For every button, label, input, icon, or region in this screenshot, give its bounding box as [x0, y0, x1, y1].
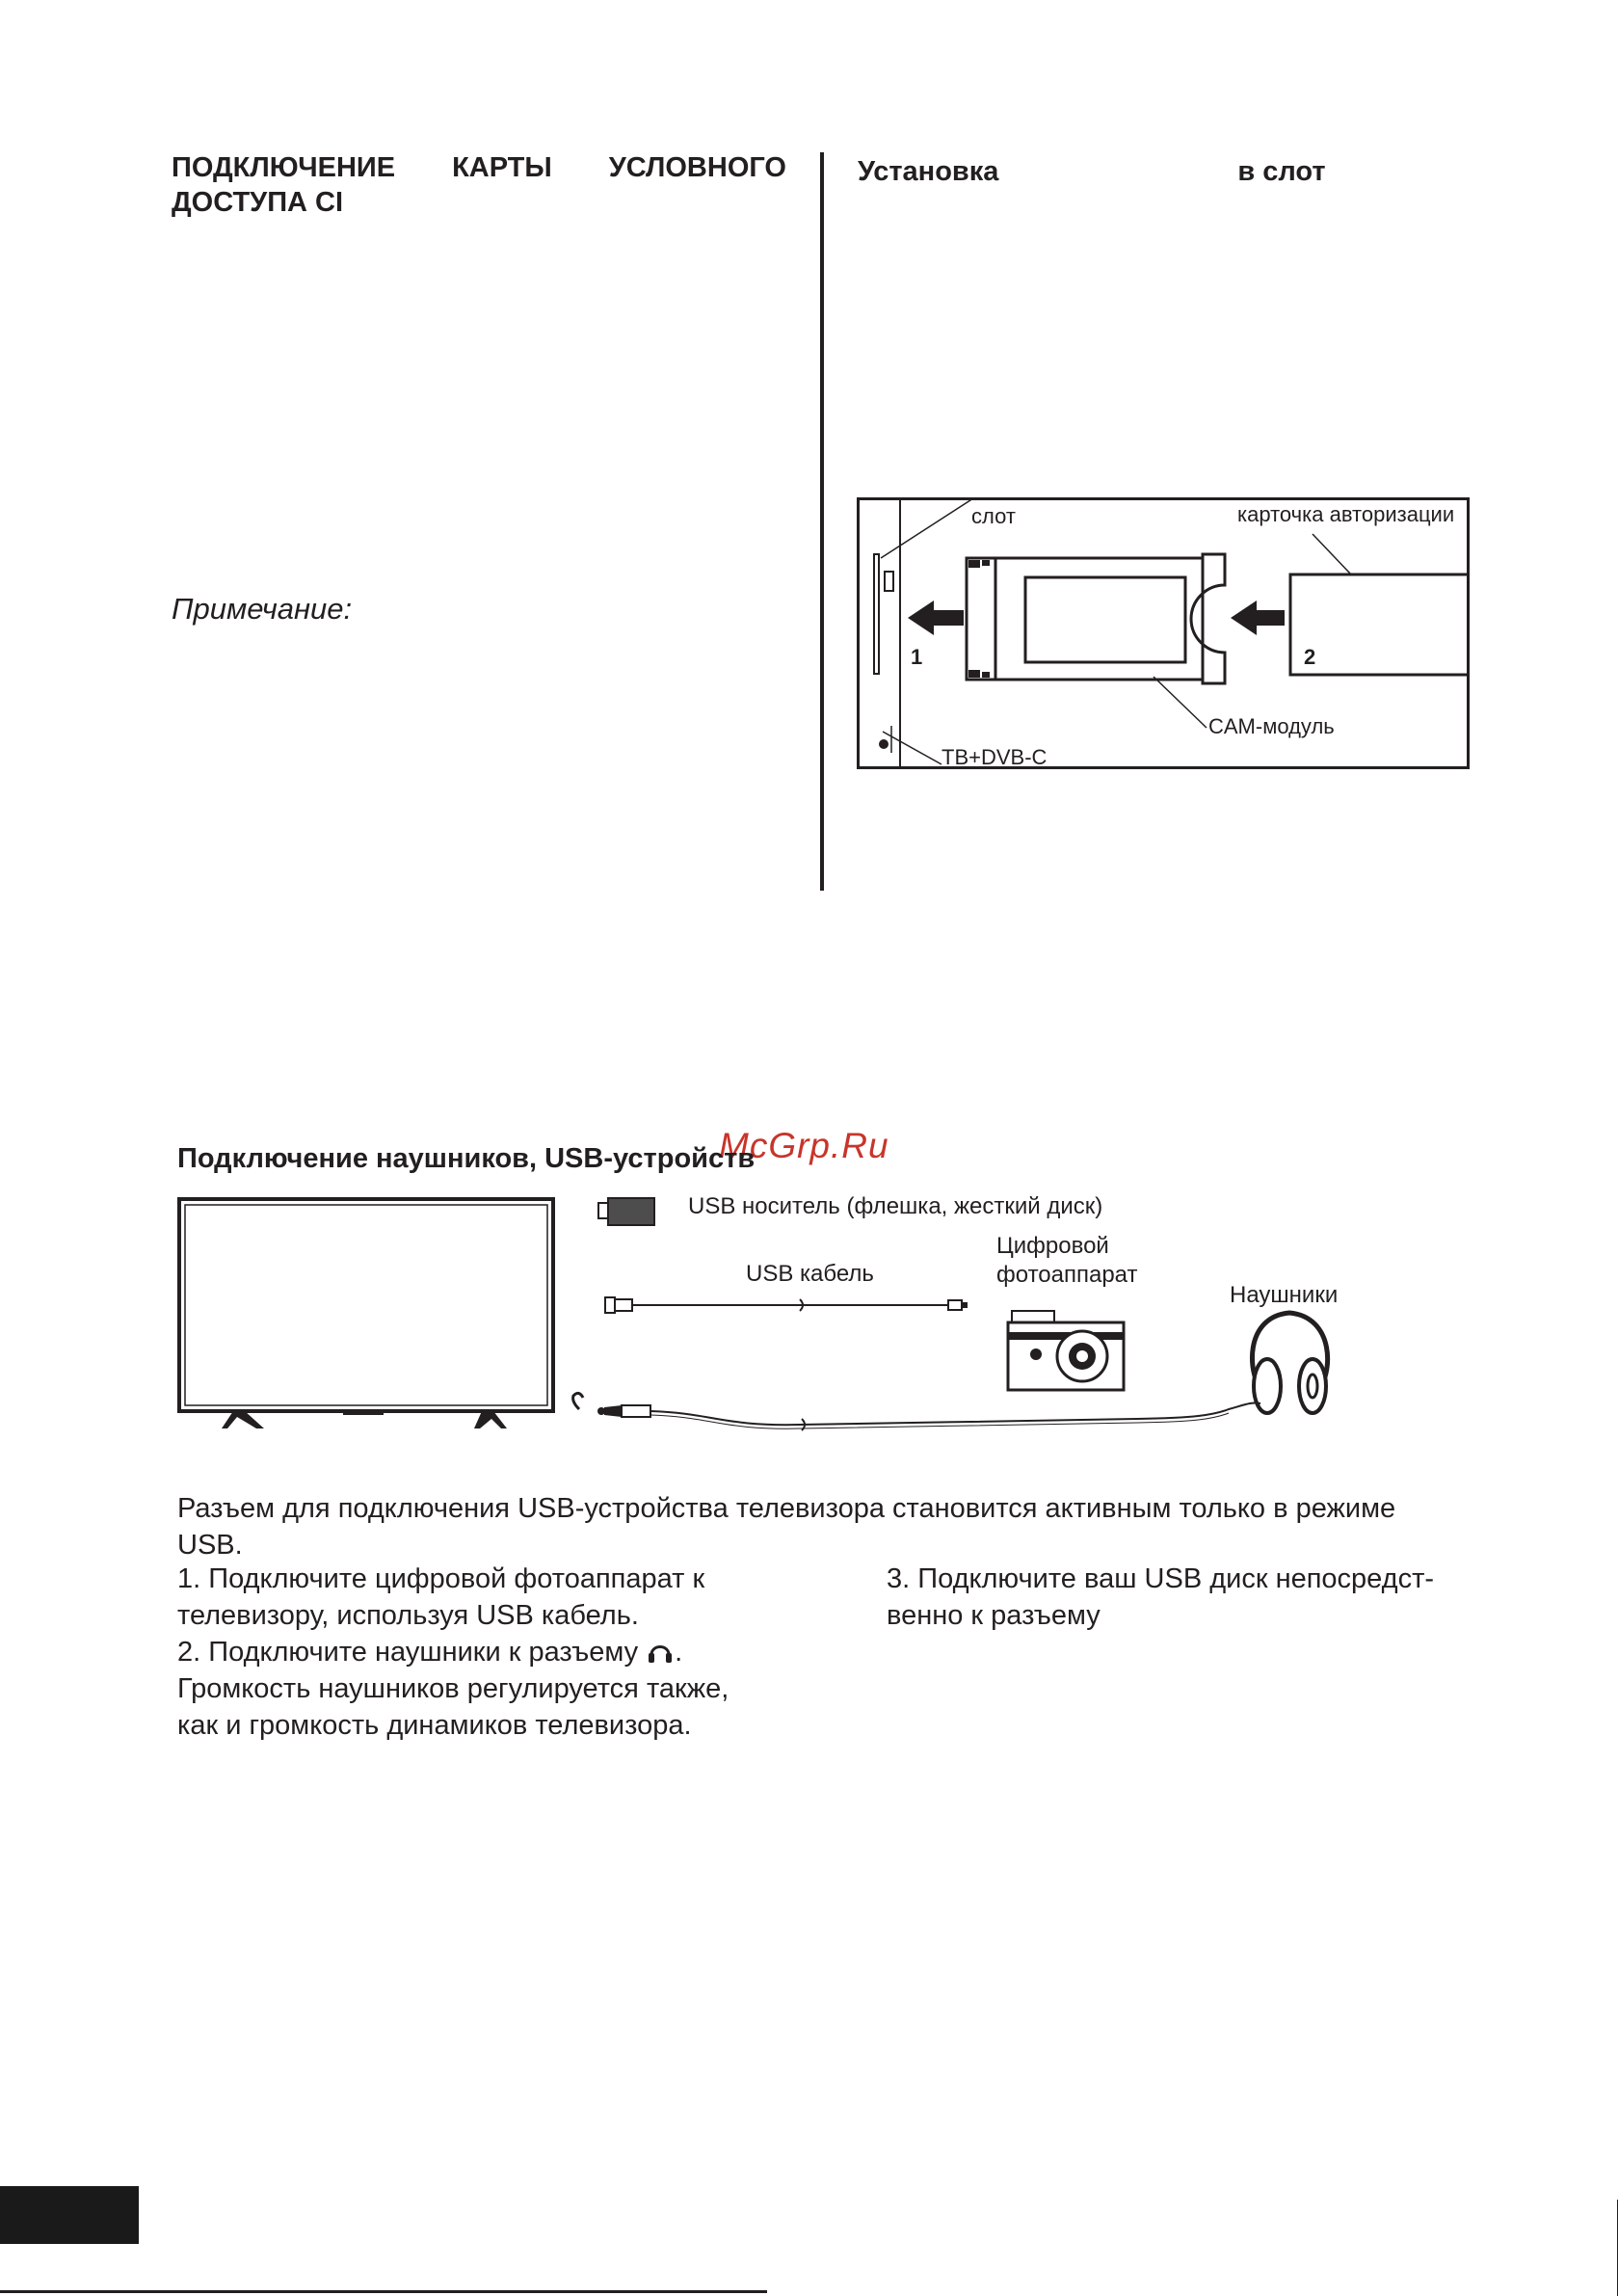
usb-stick-shape	[598, 1198, 654, 1225]
camera-label-line1: Цифровой	[996, 1233, 1109, 1259]
usb-cable-label: USB кабель	[746, 1261, 874, 1287]
column-divider	[820, 152, 824, 891]
cam-diagram	[860, 500, 1467, 766]
cam-insertion-figure	[857, 497, 1470, 769]
connection-drawing	[173, 1191, 1368, 1452]
install-title-part1: Установка	[858, 156, 999, 187]
ci-section-title	[172, 150, 786, 220]
usb-steps-left	[177, 1561, 775, 1744]
headphone-cable-shape	[573, 1393, 1260, 1430]
bottom-rule	[0, 2290, 767, 2293]
cam-module-label: CAM-модуль	[1208, 714, 1335, 738]
usb-connection-diagram	[173, 1191, 1368, 1452]
install-title-part2: в слот	[1237, 156, 1326, 187]
ci-title-line1	[172, 150, 786, 185]
headphones-label: Наушники	[1230, 1282, 1339, 1308]
camera-shape	[1008, 1311, 1124, 1390]
camera-label	[996, 1232, 1137, 1290]
usb-storage-label: USB носитель (флешка, жесткий диск)	[688, 1193, 1103, 1219]
headphone-jack-icon	[646, 1636, 675, 1665]
usb-section-title: Подключение наушников, USB-устройств	[177, 1143, 756, 1174]
page-number-tab	[0, 2186, 139, 2244]
ci-title-word: КАРТЫ	[452, 152, 552, 183]
ci-title-word: ПОДКЛЮЧЕНИЕ	[172, 152, 396, 183]
ci-title-word: УСЛОВНОГО	[608, 152, 786, 183]
ci-title-line2: ДОСТУПА CI	[172, 187, 344, 218]
usb-cable-shape	[605, 1297, 968, 1313]
step-1-text: 1. Подключите цифровой фотоаппарат к телевизору, используя USB кабель.	[177, 1563, 705, 1631]
step-2-text-b: . Громкость наушников регулируется также, как и громкость динамиков телевизора.	[177, 1637, 729, 1741]
install-section-title	[858, 154, 1359, 189]
step-2-number: 2	[1304, 645, 1316, 669]
usb-intro-text: Разъем для подключения USB-устройства телевизора становится активным только в режиме USB.	[177, 1493, 1396, 1561]
step-3-text: 3. Подключите ваш USB диск непосредст-венно к разъему	[887, 1563, 1435, 1631]
step-1-number: 1	[911, 645, 923, 669]
slot-label: слот	[971, 504, 1016, 528]
tv-shape	[179, 1199, 553, 1428]
slot-shape	[874, 554, 879, 674]
arrow-left-2	[1231, 601, 1285, 635]
cam-module-shape	[967, 554, 1225, 683]
camera-label-line2: фотоаппарат	[996, 1262, 1138, 1288]
step-2-text	[177, 1634, 775, 1744]
note-label: Примечание:	[172, 592, 353, 626]
auth-card-label: карточка авторизации	[1237, 502, 1455, 526]
tv-dvb-label: ТВ+DVB-C	[942, 745, 1048, 769]
watermark: McGrp.Ru	[719, 1126, 889, 1165]
headphones-shape	[1252, 1313, 1327, 1413]
arrow-left-1	[908, 601, 964, 635]
step-2-text-a: 2. Подключите наушники к разъему	[177, 1637, 639, 1668]
auth-card-shape	[1290, 574, 1467, 675]
